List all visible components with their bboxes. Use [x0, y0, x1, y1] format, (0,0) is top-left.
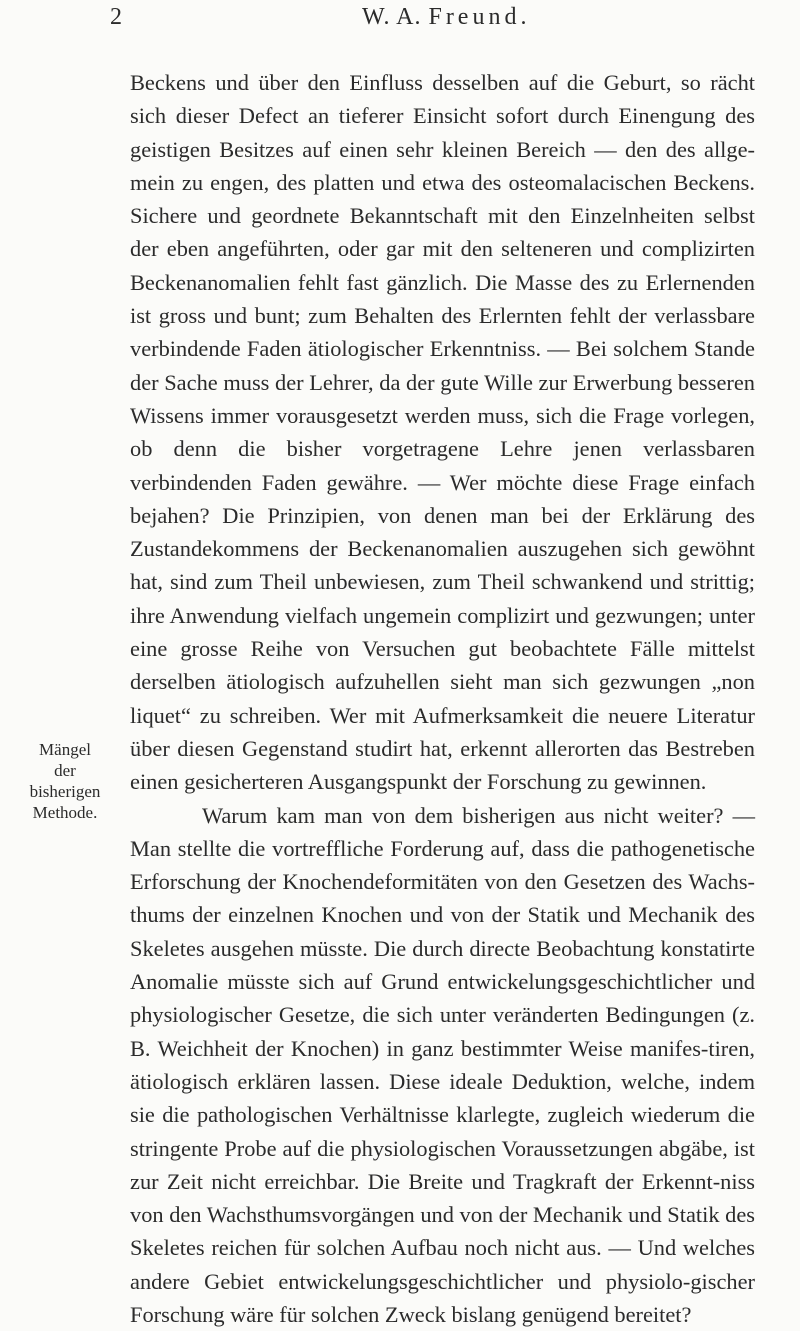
author-initials: W. A. — [362, 4, 422, 30]
body-text — [130, 66, 755, 1331]
margin-note-line: Mängel — [39, 740, 91, 759]
margin-note-line: bisherigen — [29, 782, 101, 801]
running-head-author — [362, 4, 530, 31]
paragraph-methode: Warum kam man von dem bisherigen aus nicht weiter? — Man stellte die vortreffliche Forderung auf, dass die pathogenetische Erforschung der Knochendeformitäten von den Gesetzen des Wachs-thums der einzelnen Knochen und von der Statik und Mechanik des Skeletes ausgehen müsste. Die durch directe Beobachtung konstatirte Anomalie müsste sich auf Grund entwickelungsgeschichtlicher und physiologischer Gesetze, die sich unter veränderten Bedingungen (z. B. Weichheit der Knochen) in ganz bestimmter Weise manifes-tiren, ätiologisch erklären lassen. Diese ideale Deduktion, welche, indem sie die pathologischen Verhältnisse klarlegte, zugleich wiederum die stringente Probe auf die physiologischen Voraussetzungen abgäbe, ist zur Zeit nicht erreichbar. Die Breite und Tragkraft der Erkennt-niss von den Wachsthumsvorgängen und von der Mechanik und Statik des Skeletes reichen für solchen Aufbau noch nicht aus. — Und welches andere Gebiet entwickelungsgeschichtlicher und physiolo-gischer Forschung wäre für solchen Zweck bislang genügend bereitet? — [130, 802, 755, 1327]
paragraph-continued: Beckens und über den Einfluss desselben auf die Geburt, so rächt sich dieser Defect an tieferer Einsicht sofort durch Einengung des geistigen Besitzes auf einen sehr kleinen Bereich — den des allge-mein zu engen, des platten und etwa des osteomalacischen Beckens. Sichere und geordnete Bekanntschaft mit den Einzelnheiten selbst der eben angeführten, oder gar mit den selteneren und complizirten Beckenanomalien fehlt fast gänzlich. Die Masse des zu Erlernenden ist gross und bunt; zum Behalten des Erlernten fehlt der verlassbare verbindende Faden ätiologischer Erkenntniss. — Bei solchem Stande der Sache muss der Lehrer, da der gute Wille zur Erwerbung besseren Wissens immer vorausgesetzt werden muss, sich die Frage vorlegen, ob denn die bisher vorgetragene Lehre jenen verlassbaren verbindenden Faden gewähre. — Wer möchte diese Frage einfach bejahen? Die Prinzipien, von denen man bei der Erklärung des Zustandekommens der Beckenanomalien auszugehen sich gewöhnt hat, sind zum Theil unbewiesen, zum Theil schwankend und strittig; ihre Anwendung vielfach ungemein complizirt und gezwungen; unter eine grosse Reihe von Versuchen gut beobachtete Fälle mittelst derselben ätiologisch aufzuhellen sieht man sich gezwungen „non liquet“ zu schreiben. Wer mit Aufmerksamkeit die neuere Literatur über diesen Gegenstand studirt hat, erkennt allerorten das Bestreben einen gesicherteren Ausgangspunkt der Forschung zu gewinnen. — [130, 70, 755, 795]
margin-note — [8, 739, 122, 823]
margin-note-line: der — [54, 761, 76, 780]
page-number: 2 — [110, 4, 122, 30]
author-surname: Freund. — [428, 4, 531, 30]
running-header — [0, 4, 800, 40]
margin-note-line: Methode. — [32, 803, 98, 822]
